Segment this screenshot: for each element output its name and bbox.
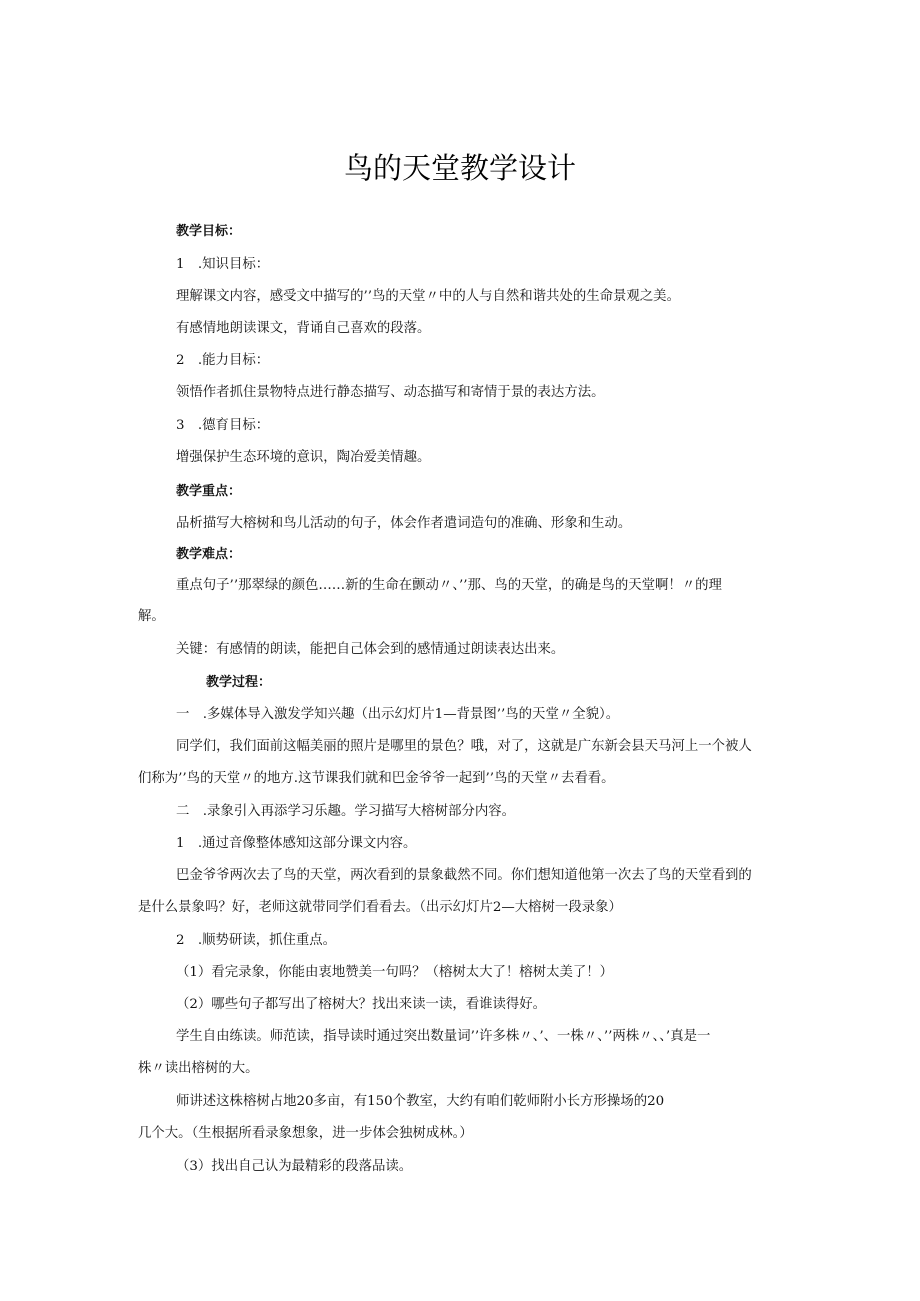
heading-teaching-process: 教学过程： xyxy=(206,675,272,690)
heading-key-points: 教学重点： xyxy=(176,484,242,499)
paragraph: （2）哪些句子都写出了榕树大？找出来读一读，看谁读得好。 xyxy=(176,997,547,1012)
paragraph: 关键：有感情的朗读，能把自己体会到的感情通过朗读表达出来。 xyxy=(176,642,565,657)
paragraph: 领悟作者抓住景物特点进行静态描写、动态描写和寄情于景的表达方法。 xyxy=(176,385,605,400)
paragraph: 重点句子’’那翠绿的颜色……新的生命在颤动〃、’’那、鸟的天堂，的确是鸟的天堂啊！〃的理 xyxy=(176,578,722,593)
paragraph: （3）找出自己认为最精彩的段落品读。 xyxy=(176,1159,413,1174)
paragraph: 巴金爷爷两次去了鸟的天堂，两次看到的景象截然不同。你们想知道他第一次去了鸟的天堂看到的 xyxy=(176,868,752,883)
paragraph-continuation: 几个大。（生根据所看录象想象，进一步体会独树成林。） xyxy=(138,1126,473,1141)
paragraph-continuation: 们称为’’鸟的天堂〃的地方.这节课我们就和巴金爷爷一起到’’鸟的天堂〃去看看。 xyxy=(138,771,615,786)
heading-teaching-goals: 教学目标： xyxy=(176,224,242,239)
subheading: 1 .通过音像整体感知这部分课文内容。 xyxy=(176,836,417,851)
paragraph-continuation: 是什么景象吗？好，老师这就带同学们看看去。（出示幻灯片2—大榕树一段录象） xyxy=(138,900,622,915)
document-title: 鸟的天堂教学设计 xyxy=(343,151,576,185)
section-two-heading: 二 .录象引入再添学习乐趣。学习描写大榕树部分内容。 xyxy=(176,804,516,819)
paragraph: 理解课文内容，感受文中描写的’’鸟的天堂〃中的人与自然和谐共处的生命景观之美。 xyxy=(176,289,680,304)
paragraph: 品析描写大榕树和鸟儿活动的句子，体会作者遣词造句的准确、形象和生动。 xyxy=(176,516,632,531)
subheading-ability-goal: 2 .能力目标： xyxy=(176,353,270,368)
subheading: 2 .顺势研读，抓住重点。 xyxy=(176,933,337,948)
section-one-heading: 一 .多媒体导入激发学知兴趣（出示幻灯片1—背景图’’鸟的天堂〃全貌）。 xyxy=(176,707,620,722)
paragraph-continuation: 解。 xyxy=(138,609,165,624)
paragraph: （1）看完录象，你能由衷地赞美一句吗？（榕树太大了！榕树太美了！） xyxy=(176,965,614,980)
paragraph: 学生自由练读。师范读，指导读时通过突出数量词’’许多株〃、’、一株〃、’’两株〃、、’真是一 xyxy=(176,1029,711,1044)
paragraph: 有感情地朗读课文，背诵自己喜欢的段落。 xyxy=(176,321,431,336)
paragraph-continuation: 株〃读出榕树的大。 xyxy=(138,1061,259,1076)
subheading-moral-goal: 3 .德育目标： xyxy=(176,418,270,433)
paragraph: 同学们，我们面前这幅美丽的照片是哪里的景色？哦，对了，这就是广东新会县天马河上一个被人 xyxy=(176,739,752,754)
heading-difficulties: 教学难点： xyxy=(176,547,242,562)
paragraph: 师讲述这株榕树占地20多亩，有150个教室，大约有咱们乾师附小长方形操场的20 xyxy=(176,1094,665,1109)
paragraph: 增强保护生态环境的意识，陶冶爱美情趣。 xyxy=(176,450,431,465)
subheading-knowledge-goal: 1 .知识目标： xyxy=(176,257,270,272)
